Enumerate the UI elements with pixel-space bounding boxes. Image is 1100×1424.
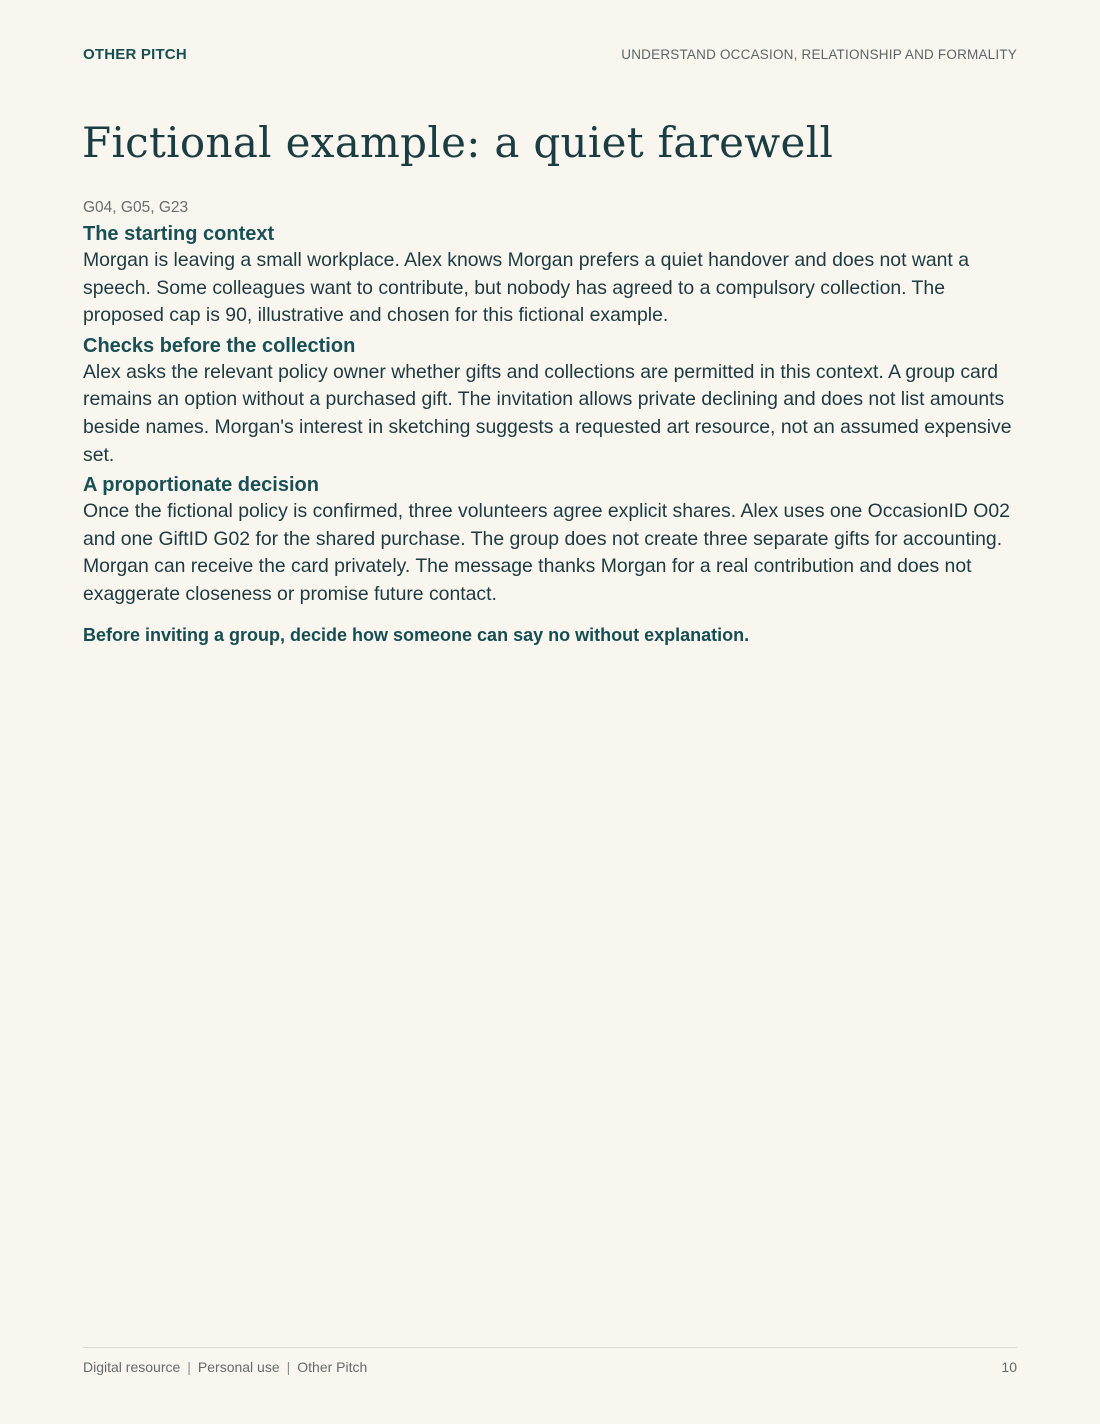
page-number: 10	[1001, 1359, 1017, 1375]
main-content	[83, 198, 1023, 647]
page-title: Fictional example: a quiet farewell	[82, 118, 834, 167]
section-body-checks: Alex asks the relevant policy owner whether gifts and collections are permitted in this context. A group card remains an option without a purchased gift. The invitation allows private declining and does not list amounts beside names. Morgan's interest in sketching suggests a requested art resource, not an assumed expensive set.	[83, 360, 1012, 466]
page-header	[83, 46, 1017, 63]
reference-codes: G04, G05, G23	[83, 199, 189, 216]
footer-item-personal-use: Personal use	[197, 1359, 280, 1375]
section-label: UNDERSTAND OCCASION, RELATIONSHIP AND FORMALITY	[621, 47, 1017, 62]
footer-item-brand: Other Pitch	[297, 1359, 368, 1375]
footer-separator: |	[187, 1359, 191, 1375]
callout-note: Before inviting a group, decide how someone can say no without explanation.	[83, 624, 750, 645]
section-body-starting-context: Morgan is leaving a small workplace. Alex knows Morgan prefers a quiet handover and does not want a speech. Some colleagues want to contribute, but nobody has agreed to a compulsory collection. The proposed cap is 90, illustrative and chosen for this fictional example.	[83, 249, 969, 327]
section-body-decision: Once the fictional policy is confirmed, three volunteers agree explicit shares. Alex uses one OccasionID O02 and one GiftID G02 for the shared purchase. The group does not create three separate gifts for accounting. Morgan can receive the card privately. The message thanks Morgan for a real contribution and does not exaggerate closeness or promise future contact.	[83, 500, 1010, 605]
page-footer	[83, 1347, 1017, 1375]
section-heading-checks: Checks before the collection	[83, 334, 356, 357]
brand-label: OTHER PITCH	[83, 46, 187, 63]
footer-credits	[83, 1359, 367, 1375]
section-heading-starting-context: The starting context	[83, 223, 275, 245]
section-heading-decision: A proportionate decision	[83, 474, 319, 497]
footer-separator: |	[286, 1359, 291, 1375]
footer-item-digital-resource: Digital resource	[83, 1359, 181, 1375]
